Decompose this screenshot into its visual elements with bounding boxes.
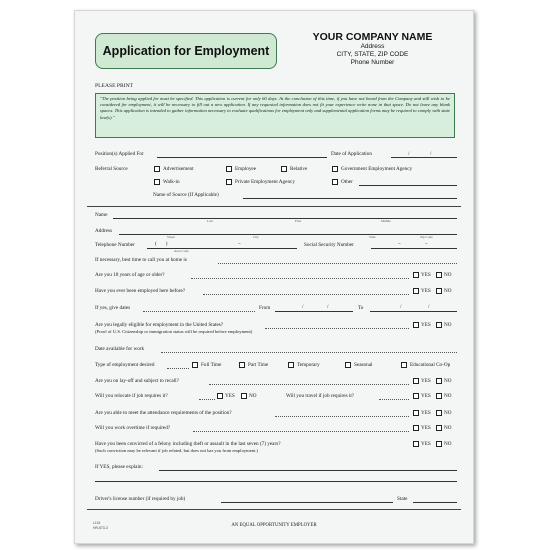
overtime-label: Will you work overtime if required?	[95, 425, 171, 431]
state-field[interactable]	[413, 502, 457, 503]
no-label: NO	[444, 393, 452, 399]
zip-sublabel: Zip Code	[420, 235, 433, 239]
drivers-license-field[interactable]	[221, 502, 393, 503]
no-label: NO	[444, 272, 452, 278]
private-agency-label: Private Employment Agency	[235, 179, 295, 185]
state-sublabel: State	[369, 235, 376, 239]
eligible-note: (Proof of U.S. Citizenship or immigration status will be required before employment)	[95, 329, 253, 334]
positions-field[interactable]	[157, 157, 327, 158]
company-block	[280, 31, 465, 67]
ssn-dash: –	[398, 241, 401, 247]
name-field[interactable]	[113, 218, 457, 219]
explain-field-line[interactable]	[159, 470, 457, 471]
no-label: NO	[249, 393, 257, 399]
date-slash: /	[430, 151, 432, 157]
yes-label: YES	[421, 322, 431, 328]
company-phone: Phone Number	[350, 59, 395, 66]
leader-dots	[193, 431, 409, 432]
checkbox-attendance-yes[interactable]	[413, 410, 419, 416]
form-code: L101	[93, 521, 101, 525]
leader-dots	[191, 278, 409, 279]
state-label: State	[397, 496, 408, 502]
checkbox-seasonal[interactable]	[345, 362, 351, 368]
leader-dots	[379, 399, 409, 400]
checkbox-educational-coop[interactable]	[401, 362, 407, 368]
street-sublabel: Street	[167, 235, 175, 239]
checkbox-relative[interactable]	[281, 166, 287, 172]
checkbox-travel-yes[interactable]	[413, 393, 419, 399]
yes-label: YES	[421, 378, 431, 384]
equal-opportunity-footer: AN EQUAL OPPORTUNITY EMPLOYER	[231, 523, 317, 528]
relocate-label: Will you relocate if job requires it?	[95, 393, 168, 399]
date-slash: /	[302, 304, 304, 310]
if-yes-dates-label: If yes, give dates	[95, 305, 131, 311]
notice-box: "The position being applied for must be specified. This application is current for only 60 days. At the conclusion of this time, if you have not heard from the Company and still wish to be considered for employment, it will be necessary to fill out a new application. If any requested information does not fit your experience write none in that space. Do not leave any blank spaces. This application is intended to gather information necessary to evaluate qualifications for employment only and supplemental application forms may be required to comply with state law(s)."	[95, 93, 455, 138]
relative-label: Relative	[290, 166, 308, 172]
yes-label: YES	[225, 393, 235, 399]
checkbox-layoff-no[interactable]	[436, 378, 442, 384]
part-time-label: Part Time	[248, 362, 269, 368]
age18-label: Are you 18 years of age or older?	[95, 272, 165, 278]
yes-label: YES	[421, 272, 431, 278]
felony-note: (Such conviction may be relevant if job related, but does not bar you from employment.)	[95, 448, 259, 453]
type-desired-label: Type of employment desired	[95, 362, 155, 368]
checkbox-felony-no[interactable]	[436, 441, 442, 447]
walk-in-label: Walk-in	[163, 179, 180, 185]
form-title: Application for Employment	[102, 44, 270, 58]
leader-dots	[199, 399, 215, 400]
yes-label: YES	[421, 288, 431, 294]
area-code-sublabel: Area Code	[174, 249, 189, 253]
name-of-source-field[interactable]	[243, 198, 457, 199]
no-label: NO	[444, 288, 452, 294]
city-sublabel: City	[253, 235, 259, 239]
checkbox-part-time[interactable]	[239, 362, 245, 368]
checkbox-felony-yes[interactable]	[413, 441, 419, 447]
leader-dots	[203, 294, 409, 295]
dates-dots[interactable]	[143, 311, 255, 312]
date-of-application-field[interactable]	[391, 157, 457, 158]
best-time-label: If necessary, best time to call you at home is	[95, 257, 187, 263]
employed-before-label: Have you ever been employed here before?	[95, 288, 186, 294]
drivers-license-label: Driver's license number (if required by job)	[95, 496, 186, 502]
leader-dots	[167, 368, 189, 369]
date-slash: /	[408, 151, 410, 157]
please-print: PLEASE PRINT	[95, 83, 134, 89]
checkbox-government-agency[interactable]	[332, 166, 338, 172]
no-label: NO	[444, 322, 452, 328]
checkbox-travel-no[interactable]	[436, 393, 442, 399]
checkbox-overtime-yes[interactable]	[413, 425, 419, 431]
other-label: Other	[341, 179, 353, 185]
ssn-field[interactable]	[371, 248, 457, 249]
application-form-sheet	[74, 10, 474, 544]
referral-source-label: Referral Source	[95, 166, 128, 172]
company-name: YOUR COMPANY NAME	[312, 31, 433, 43]
checkbox-private-agency[interactable]	[226, 179, 232, 185]
date-of-application-label: Date of Application	[331, 151, 372, 157]
no-label: NO	[444, 378, 452, 384]
checkbox-full-time[interactable]	[192, 362, 198, 368]
telephone-field[interactable]	[147, 248, 297, 249]
date-available-field[interactable]	[161, 352, 457, 353]
checkbox-eligible-no[interactable]	[436, 322, 442, 328]
yes-label: YES	[421, 410, 431, 416]
full-time-label: Full Time	[201, 362, 222, 368]
checkbox-relocate-no[interactable]	[241, 393, 247, 399]
explain-field-line[interactable]	[95, 481, 457, 482]
date-slash: /	[327, 304, 329, 310]
checkbox-temporary[interactable]	[288, 362, 294, 368]
temporary-label: Temporary	[297, 362, 320, 368]
name-label: Name	[95, 212, 108, 218]
government-agency-label: Government Employment Agency	[341, 166, 413, 172]
middle-sublabel: Middle	[381, 219, 391, 223]
yes-label: YES	[421, 393, 431, 399]
name-of-source-label: Name of Source (If Applicable)	[153, 192, 219, 198]
attendance-label: Are you able to meet the attendance requirements of the position?	[95, 410, 232, 416]
checkbox-advertisement[interactable]	[154, 166, 160, 172]
best-time-field[interactable]	[218, 263, 457, 264]
educational-label: Educational Co-Op	[410, 362, 451, 368]
felony-label: Have you been convicted of a felony including theft or assault in the last seven (7) years?	[95, 441, 281, 447]
company-address: Address	[360, 43, 385, 50]
form-code: HR-573-3	[93, 526, 108, 530]
employee-label: Employee	[235, 166, 257, 172]
checkbox-walk-in[interactable]	[154, 179, 160, 185]
company-city-line: CITY, STATE, ZIP CODE	[336, 51, 409, 58]
to-date-field[interactable]	[370, 311, 457, 312]
travel-label: Will you travel if job requires it?	[286, 393, 355, 399]
no-label: NO	[444, 441, 452, 447]
from-label: From	[259, 305, 271, 311]
positions-label: Position(s) Applied For	[95, 151, 144, 157]
leader-dots	[265, 328, 409, 329]
date-slash: /	[428, 304, 430, 310]
other-field[interactable]	[359, 185, 457, 186]
if-yes-explain-label: If YES, please explain:	[95, 464, 143, 470]
checkbox-age18-no[interactable]	[436, 272, 442, 278]
checkbox-eligible-yes[interactable]	[413, 322, 419, 328]
yes-label: YES	[421, 441, 431, 447]
checkbox-age18-yes[interactable]	[413, 272, 419, 278]
date-slash: /	[400, 304, 402, 310]
last-sublabel: Last	[207, 219, 213, 223]
checkbox-attendance-no[interactable]	[436, 410, 442, 416]
checkbox-other[interactable]	[332, 179, 338, 185]
eligible-label: Are you legally eligible for employment in the United States?	[95, 322, 224, 328]
advertisement-label: Advertisement	[163, 166, 194, 172]
ssn-label: Social Security Number	[304, 242, 354, 248]
checkbox-employed-before-no[interactable]	[436, 288, 442, 294]
leader-dots	[209, 384, 409, 385]
layoff-label: Are you on lay-off and subject to recall?	[95, 378, 179, 384]
ssn-dash: –	[425, 241, 428, 247]
section-divider	[87, 206, 461, 207]
seasonal-label: Seasonal	[354, 362, 373, 368]
checkbox-layoff-yes[interactable]	[413, 378, 419, 384]
date-available-label: Date available for work	[95, 346, 145, 352]
title-box	[95, 33, 277, 69]
no-label: NO	[444, 410, 452, 416]
checkbox-overtime-no[interactable]	[436, 425, 442, 431]
from-date-field[interactable]	[275, 311, 353, 312]
no-label: NO	[444, 425, 452, 431]
address-label: Address	[95, 228, 113, 234]
phone-dash: –	[238, 241, 241, 247]
telephone-label: Telephone Number	[95, 242, 135, 248]
phone-paren: ( )	[155, 241, 168, 247]
section-divider	[87, 509, 461, 510]
leader-dots	[275, 416, 409, 417]
checkbox-employee[interactable]	[226, 166, 232, 172]
first-sublabel: First	[295, 219, 302, 223]
checkbox-relocate-yes[interactable]	[217, 393, 223, 399]
yes-label: YES	[421, 425, 431, 431]
to-label: To	[358, 305, 364, 311]
checkbox-employed-before-yes[interactable]	[413, 288, 419, 294]
